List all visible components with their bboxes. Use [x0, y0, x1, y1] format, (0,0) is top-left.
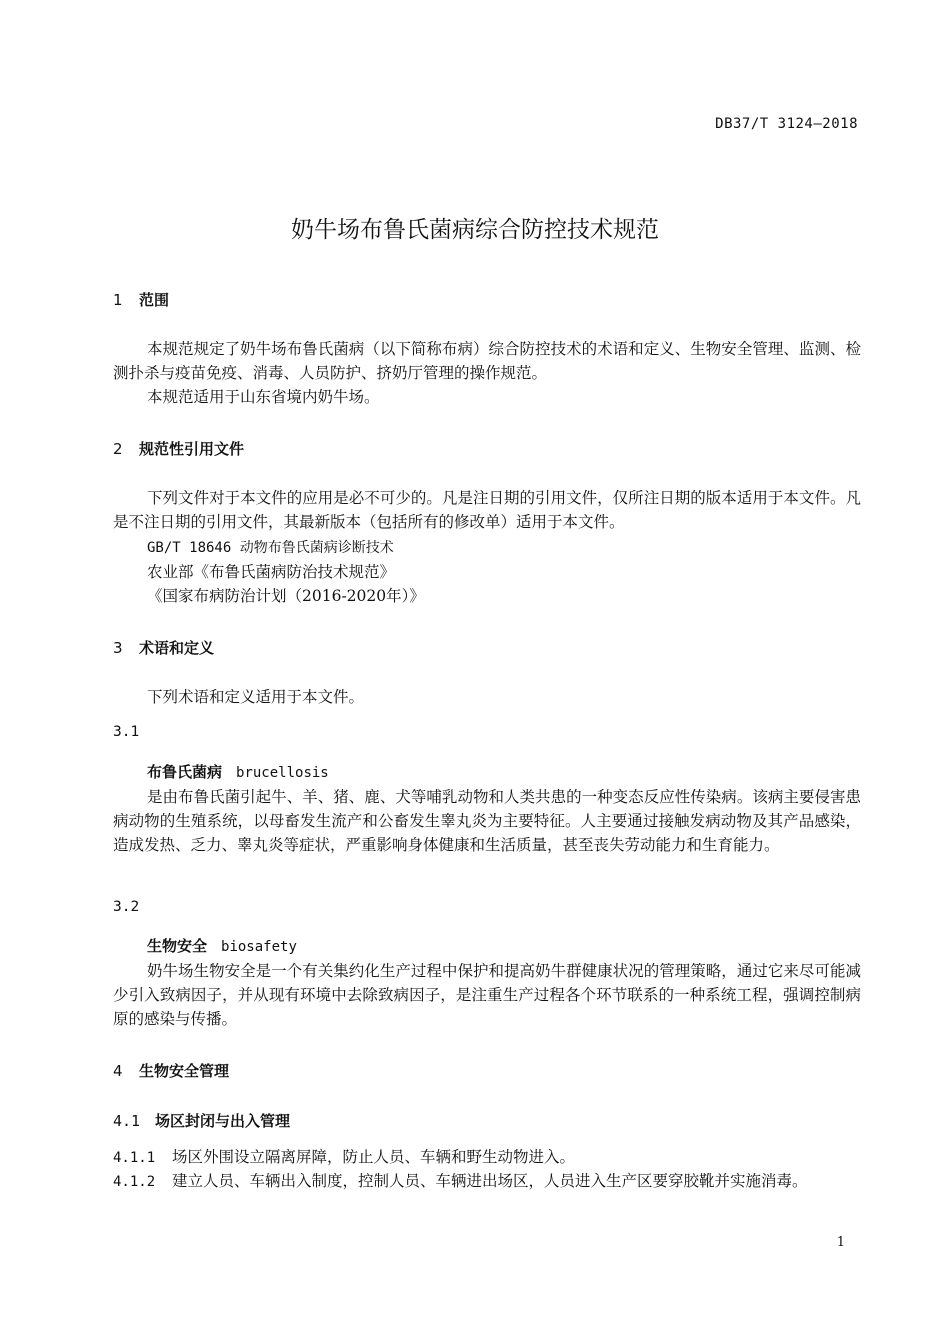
section-4-heading [113, 1060, 229, 1081]
section-1-paragraph-2: 本规范适用于山东省境内奶牛场。 [147, 388, 380, 406]
section-number: 4 [113, 1062, 123, 1080]
reference-item: 《国家布病防治计划（2016-2020年）》 [147, 587, 425, 605]
document-title: 奶牛场布鲁氏菌病综合防控技术规范 [291, 217, 659, 243]
clause-number: 4.1.1 [113, 1150, 156, 1166]
section-title: 生物安全管理 [139, 1062, 230, 1080]
subsection-number: 4.1 [113, 1112, 141, 1130]
clause-4-1-2 [113, 1169, 808, 1194]
page-number: 1 [836, 1235, 845, 1250]
reference-item: 农业部《布鲁氏菌病防治技术规范》 [147, 563, 396, 581]
term-3-1-number: 3.1 [113, 724, 140, 740]
term-en: brucellosis [236, 765, 329, 781]
section-2-heading [113, 438, 244, 459]
section-number: 3 [113, 639, 123, 657]
clause-text: 场区外围设立隔离屏障，防止人员、车辆和野生动物进入。 [172, 1148, 576, 1166]
section-number: 1 [113, 291, 123, 309]
section-number: 2 [113, 440, 123, 458]
term-3-1-heading [147, 761, 329, 782]
term-3-2-heading [147, 935, 297, 956]
section-title: 规范性引用文件 [139, 440, 245, 458]
term-3-2-number: 3.2 [113, 899, 140, 915]
subsection-title: 场区封闭与出入管理 [155, 1112, 291, 1130]
term-zh: 生物安全 [147, 937, 208, 955]
section-title: 范围 [139, 291, 170, 309]
document-code: DB37/T 3124—2018 [715, 116, 858, 132]
term-en: biosafety [221, 939, 297, 955]
clause-4-1-1 [113, 1145, 575, 1170]
section-3-paragraph-1: 下列术语和定义适用于本文件。 [147, 688, 365, 706]
clause-number: 4.1.2 [113, 1174, 156, 1190]
section-1-paragraph-1: 本规范规定了奶牛场布鲁氏菌病（以下简称布病）综合防控技术的术语和定义、生物安全管理、监测、检测扑杀与疫苗免疫、消毒、人员防护、挤奶厅管理的操作规范。 [113, 340, 861, 382]
term-3-1-definition: 是由布鲁氏菌引起牛、羊、猪、鹿、犬等哺乳动物和人类共患的一种变态反应性传染病。该病主要侵害患病动物的生殖系统，以母畜发生流产和公畜发生睾丸炎为主要特征。人主要通过接触发病动物及其产品感染，造成发热、乏力、睾丸炎等症状，严重影响身体健康和生活质量，甚至丧失劳动能力和生育能力。 [113, 788, 861, 854]
term-3-2-definition: 奶牛场生物安全是一个有关集约化生产过程中保护和提高奶牛群健康状况的管理策略，通过它来尽可能减少引入致病因子，并从现有环境中去除致病因子，是注重生产过程各个环节联系的一种系统工程，强调控制病原的感染与传播。 [113, 962, 861, 1028]
section-title: 术语和定义 [139, 639, 215, 657]
clause-text: 建立人员、车辆出入制度，控制人员、车辆进出场区，人员进入生产区要穿胶靴并实施消毒。 [172, 1172, 808, 1190]
section-3-heading [113, 637, 214, 658]
subsection-4-1-heading [113, 1110, 290, 1131]
section-1-heading [113, 289, 169, 310]
section-2-paragraph-1: 下列文件对于本文件的应用是必不可少的。凡是注日期的引用文件，仅所注日期的版本适用于本文件。凡是不注日期的引用文件，其最新版本（包括所有的修改单）适用于本文件。 [113, 489, 861, 531]
reference-item: GB/T 18646 动物布鲁氏菌病诊断技术 [147, 540, 394, 556]
term-zh: 布鲁氏菌病 [147, 763, 223, 781]
